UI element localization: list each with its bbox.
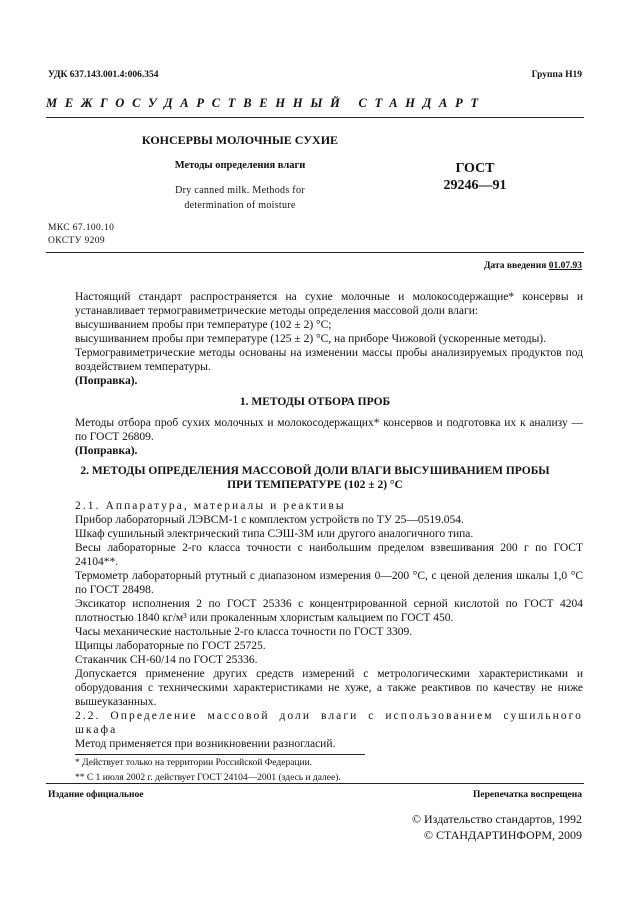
section2-subsection2: 2.2. Определение массовой доли влаги с использованием сушильного шкафа [75, 710, 583, 736]
footnote-2: ** С 1 июля 2002 г. действует ГОСТ 24104—2001 (здесь и далее). [75, 773, 341, 783]
group-code: Группа Н19 [531, 70, 582, 80]
apparatus-item-8: Стаканчик СН-60/14 по ГОСТ 25336. [75, 654, 258, 666]
apparatus-item-9: Допускается применение других средств измерений с метрологическими характеристиками и оборудования с техническими характеристиками не хуже, а также реактивов по качеству не ниже вышеуказанных. [75, 668, 583, 708]
apparatus-item-6: Часы механические настольные 2-го класса точности по ГОСТ 3309. [75, 626, 413, 638]
apparatus-item-7: Щипцы лабораторные по ГОСТ 25725. [75, 640, 266, 652]
intro-paragraph-3: высушиванием пробы при температуре (125 ± 2) °С, на приборе Чижовой (ускоренные методы). [75, 333, 547, 345]
copyright-1: © Издательство стандартов, 1992 [411, 812, 582, 826]
intro-paragraph-4: Термогравиметрические методы основаны на изменении массы пробы анализируемых продуктов под воздействием температуры. [75, 347, 583, 373]
reprint-notice: Перепечатка воспрещена [472, 790, 582, 800]
intro-amendment: (Поправка). [75, 375, 138, 387]
standard-type: МЕЖГОСУДАРСТВЕННЫЙ СТАНДАРТ [46, 96, 486, 110]
section2-heading-line1: 2. МЕТОДЫ ОПРЕДЕЛЕНИЯ МАССОВОЙ ДОЛИ ВЛАГИ ВЫСУШИВАНИЕМ ПРОБЫ [80, 465, 550, 477]
section2-heading-line2: ПРИ ТЕМПЕРАТУРЕ (102 ± 2) °С [227, 479, 403, 491]
gost-number: 29246—91 [443, 178, 507, 193]
intro-date-value: 01.07.93 [548, 261, 582, 271]
copyright-2: © СТАНДАРТИНФОРМ, 2009 [423, 828, 582, 842]
section2-subsection1: 2.1. Аппаратура, материалы и реактивы [75, 500, 346, 512]
okstu-code: ОКСТУ 9209 [48, 236, 106, 246]
header-rule [46, 117, 584, 118]
intro-paragraph-1: Настоящий стандарт распространяется на сухие молочные и молокосодержащие* консервы и устанавливает термогравиметрические методы определения массовой доли влаги: [75, 291, 583, 317]
section1-heading: 1. МЕТОДЫ ОТБОРА ПРОБ [239, 396, 391, 408]
english-title-line1: Dry canned milk. Methods for [175, 185, 305, 196]
apparatus-item-3: Весы лабораторные 2-го класса точности с наибольшим пределом взвешивания 200 г по ГОСТ 24104**. [75, 542, 583, 568]
gost-label: ГОСТ [455, 161, 495, 176]
apparatus-item-5: Эксикатор исполнения 2 по ГОСТ 25336 с концентрированной серной кислотой по ГОСТ 4204 плотностью 1840 кг/м³ или прокаленным хлористым кальцием по ГОСТ 450. [75, 598, 583, 624]
codes-rule [46, 252, 584, 253]
apparatus-item-4: Термометр лабораторный ртутный с диапазоном измерения 0—200 °С, с ценой деления шкалы 1,0 °С по ГОСТ 28498. [75, 570, 583, 596]
footer-rule [46, 783, 584, 784]
edition-label: Издание официальное [48, 790, 144, 800]
mks-code: МКС 67.100.10 [48, 223, 115, 233]
udk-code: УДК 637.143.001.4:006.354 [48, 70, 159, 80]
english-title-line2: determination of moisture [184, 200, 296, 211]
intro-date [484, 261, 582, 271]
footnote-1: * Действует только на территории Российской Федерации. [75, 758, 313, 768]
apparatus-item-1: Прибор лабораторный ЛЭВСМ-1 с комплектом устройств по ТУ 25—0519.054. [75, 514, 464, 526]
intro-paragraph-2: высушиванием пробы при температуре (102 ± 2) °С; [75, 319, 332, 331]
section1-amendment: (Поправка). [75, 445, 138, 457]
document-title: КОНСЕРВЫ МОЛОЧНЫЕ СУХИЕ [141, 133, 339, 147]
apparatus-item-2: Шкаф сушильный электрический типа СЭШ-3М или другого аналогичного типа. [75, 528, 474, 540]
section1-text: Методы отбора проб сухих молочных и молокосодержащих* консервов и подготовка их к анализу — по ГОСТ 26809. [75, 417, 583, 443]
intro-date-label: Дата введения [483, 261, 547, 271]
footnote-rule [75, 754, 365, 755]
document-subtitle: Методы определения влаги [174, 160, 306, 171]
section2-subsection2-text: Метод применяется при возникновении разногласий. [75, 738, 336, 750]
